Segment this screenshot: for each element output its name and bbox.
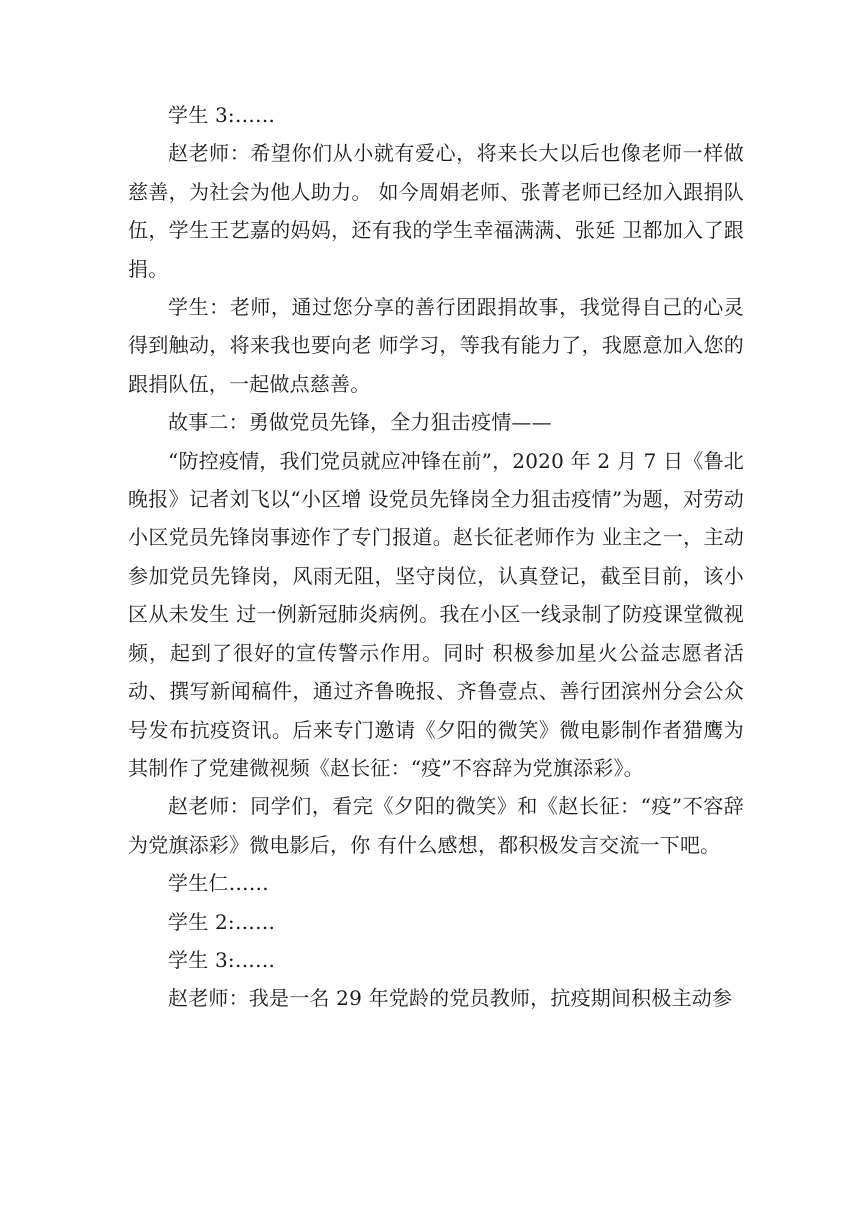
paragraph-student2: 学生 2:…… [168, 909, 276, 934]
document-body [128, 96, 744, 1018]
paragraph-student3-first: 学生 3:…… [168, 103, 276, 127]
paragraph-teacher-question: 赵老师：同学们，看完《夕阳的微笑》和《赵长征：“疫”不容辞为党旗添彩》微电影后，你 有什么感想，都积极发言交流一下吧。 [128, 794, 744, 857]
paragraph-student3-second: 学生 3:…… [168, 947, 276, 972]
paragraph-student1: 学生仁…… [168, 871, 269, 896]
paragraph-epidemic-report: “防控疫情，我们党员就应冲锋在前”，2020 年 2 月 7 日《鲁北晚报》记者刘飞以“小区增 设党员先锋岗全力狙击疫情”为题，对劳动小区党员先锋岗事迹作了专门报道。赵长征老师作为 业主之一，主动参加党员先锋岗，风雨无阻，坚守岗位，认真登记，截至目前，该小区从未发生 过一例新冠肺炎病例。我在小区一线录制了防疫课堂微视频，起到了很好的宣传警示作用。同时 积极参加星火公益志愿者活动、撰写新闻稿件，通过齐鲁晚报、齐鲁壹点、善行团滨州分会公众 号发布抗疫资讯。后来专门邀请《夕阳的微笑》微电影制作者猎鹰为其制作了党建微视频《赵长征：“疫”不容辞为党旗添彩》。 [128, 448, 744, 780]
paragraph-student-response: 学生：老师，通过您分享的善行团跟捐故事，我觉得自己的心灵得到触动，将来我也要向老 师学习，等我有能力了，我愿意加入您的跟捐队伍，一起做点慈善。 [128, 295, 744, 396]
paragraph-teacher-party: 赵老师：我是一名 29 年党龄的党员教师，抗疫期间积极主动参 [168, 986, 733, 1011]
paragraph-story-two-heading: 故事二：勇做党员先锋，全力狙击疫情—— [168, 410, 552, 435]
paragraph-teacher-hope: 赵老师：希望你们从小就有爱心，将来长大以后也像老师一样做慈善，为社会为他人助力。 如今周娟老师、张菁老师已经加入跟捐队伍，学生王艺嘉的妈妈，还有我的学生幸福满满、张延 卫都加入了跟捐。 [128, 141, 744, 281]
